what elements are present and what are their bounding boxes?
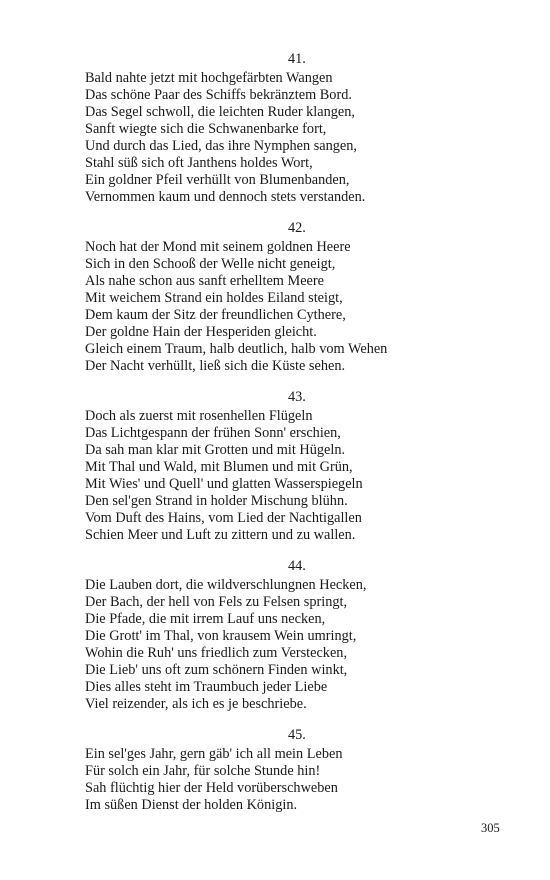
- verse-line: Das schöne Paar des Schiffs bekränztem Bord.: [85, 87, 352, 103]
- verse-line: Ein sel'ges Jahr, gern gäb' ich all mein Leben: [85, 746, 343, 762]
- verse-line: Mit Thal und Wald, mit Blumen und mit Grün,: [85, 459, 353, 475]
- verse-line: Sich in den Schooß der Welle nicht geneigt,: [85, 256, 336, 272]
- verse-line: Den sel'gen Strand in holder Mischung blühn.: [85, 493, 348, 509]
- stanza-41: [85, 51, 525, 206]
- verse-line: Ein goldner Pfeil verhüllt von Blumenbanden,: [85, 172, 350, 188]
- verse-line: Dies alles steht im Traumbuch jeder Liebe: [85, 679, 328, 695]
- verse-line: Sanft wiegte sich die Schwanenbarke fort,: [85, 121, 327, 137]
- stanza-number: 41.: [288, 51, 306, 67]
- verse-line: Für solch ein Jahr, für solche Stunde hin!: [85, 763, 321, 779]
- verse-line: Mit Wies' und Quell' und glatten Wasserspiegeln: [85, 476, 363, 492]
- verse-line: Das Segel schwoll, die leichten Ruder klangen,: [85, 104, 355, 120]
- stanza-number: 43.: [288, 389, 306, 405]
- verse-line: Stahl süß sich oft Janthens holdes Wort,: [85, 155, 313, 171]
- verse-line: Schien Meer und Luft zu zittern und zu wallen.: [85, 527, 356, 543]
- verse-line: Die Grott' im Thal, von krausem Wein umringt,: [85, 628, 357, 644]
- verse-line: Sah flüchtig hier der Held vorüberschweben: [85, 780, 338, 796]
- verse-line: Wohin die Ruh' uns friedlich zum Verstecken,: [85, 645, 348, 661]
- verse-line: Der Nacht verhüllt, ließ sich die Küste sehen.: [85, 358, 346, 374]
- verse-line: Vernommen kaum und dennoch stets verstanden.: [85, 189, 366, 205]
- stanza-number: 44.: [288, 558, 306, 574]
- stanza-42: [85, 220, 525, 375]
- verse-line: Bald nahte jetzt mit hochgefärbten Wangen: [85, 70, 333, 86]
- poem-body: [85, 51, 525, 828]
- verse-line: Da sah man klar mit Grotten und mit Hügeln.: [85, 442, 346, 458]
- verse-line: Mit weichem Strand ein holdes Eiland steigt,: [85, 290, 343, 306]
- verse-line: Der goldne Hain der Hesperiden gleicht.: [85, 324, 317, 340]
- verse-line: Die Pfade, die mit irrem Lauf uns necken,: [85, 611, 326, 627]
- verse-line: Viel reizender, als ich es je beschriebe.: [85, 696, 307, 712]
- verse-line: Die Lieb' uns oft zum schönern Finden winkt,: [85, 662, 348, 678]
- stanza-43: [85, 389, 525, 544]
- stanza-number: 45.: [288, 727, 306, 743]
- stanza-number: 42.: [288, 220, 306, 236]
- verse-line: Und durch das Lied, das ihre Nymphen sangen,: [85, 138, 357, 154]
- verse-line: Vom Duft des Hains, vom Lied der Nachtigallen: [85, 510, 362, 526]
- stanza-45: [85, 727, 525, 814]
- verse-line: Das Lichtgespann der frühen Sonn' erschien,: [85, 425, 341, 441]
- verse-line: Die Lauben dort, die wildverschlungnen Hecken,: [85, 577, 367, 593]
- stanza-44: [85, 558, 525, 713]
- verse-line: Der Bach, der hell von Fels zu Felsen springt,: [85, 594, 348, 610]
- page-number: 305: [481, 821, 500, 835]
- verse-line: Dem kaum der Sitz der freundlichen Cythere,: [85, 307, 346, 323]
- verse-line: Im süßen Dienst der holden Königin.: [85, 797, 298, 813]
- verse-line: Als nahe schon aus sanft erhelltem Meere: [85, 273, 324, 289]
- verse-line: Gleich einem Traum, halb deutlich, halb vom Wehen: [85, 341, 388, 357]
- verse-line: Noch hat der Mond mit seinem goldnen Heere: [85, 239, 351, 255]
- verse-line: Doch als zuerst mit rosenhellen Flügeln: [85, 408, 313, 424]
